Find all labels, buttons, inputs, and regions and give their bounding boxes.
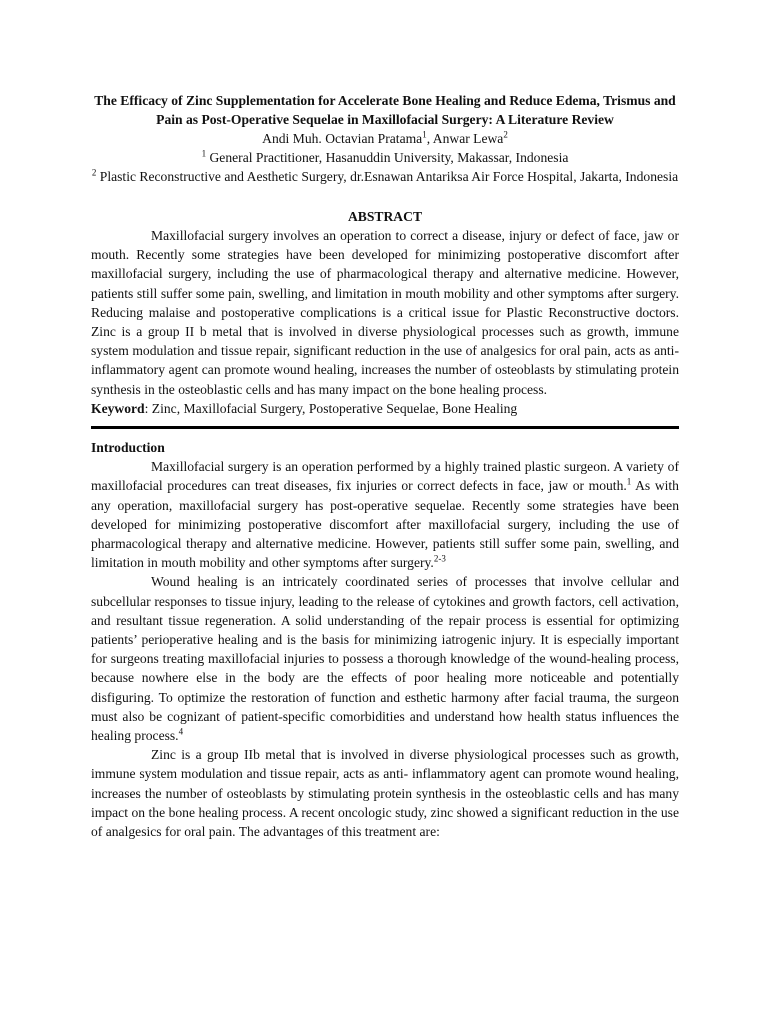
affiliation-2-text: Plastic Reconstructive and Aesthetic Surgery, dr.Esnawan Antariksa Air Force Hospital, Jakarta, Indonesia <box>96 169 679 184</box>
keywords-line <box>91 399 679 418</box>
intro-paragraph-2 <box>91 572 679 745</box>
section-divider <box>91 426 679 429</box>
intro-paragraph-3: Zinc is a group IIb metal that is involved in diverse physiological processes such as growth, immune system modulation and tissue repair, acts as anti- inflammatory agent can promote wound healing, increases the number of osteoblasts by stimulating protein synthesis in the osteoblastic cells and has many impact on the bone healing process. A recent oncologic study, zinc showed a significant reduction in the use of analgesics for oral pain. The advantages of this treatment are: <box>91 747 679 840</box>
intro-p1-part-b: As with any operation, maxillofacial surgery has post-operative sequelae. Recently some strategies have been developed for minimizing postoperative discomfort after maxillofacial surgery, including the use of pharmacological therapy and alternative medicine. However, patients still suffer some pain, swelling, and limitation in mouth mobility and other symptoms after surgery. <box>91 478 679 571</box>
affiliation-2-sup: 2 <box>91 167 97 178</box>
affiliation-2 <box>91 167 679 186</box>
intro-p2-text: Wound healing is an intricately coordinated series of processes that involve cellular and subcellular responses to tissue injury, leading to the release of cytokines and growth factors, cell activation, and resultant tissue regeneration. A solid understanding of the repair process is essential for optimizing patients’ perioperative healing and is the basis for minimizing iatrogenic injury. It is especially important for surgeons treating maxillofacial injuries to possess a thorough knowledge of the wound-healing process, because nowhere else in the body are the effects of poor healing more noticeable and potentially disfiguring. To optimize the restoration of function and esthetic harmony after facial trauma, the surgeon must also be cognizant of patient-specific comorbidities and understand how health status influences the healing process. <box>91 574 679 744</box>
authors-line <box>91 129 679 148</box>
keyword-label: Keyword <box>91 400 145 416</box>
citation-4: 4 <box>178 726 184 737</box>
author-1: Andi Muh. Octavian Pratama <box>262 131 423 146</box>
author-1-sup: 1 <box>422 129 427 140</box>
introduction-heading: Introduction <box>91 440 165 456</box>
citation-2-3: 2-3 <box>433 553 446 564</box>
affiliation-1 <box>91 148 679 167</box>
abstract-body: Maxillofacial surgery involves an operation to correct a disease, injury or defect of face, jaw or mouth. Recently some strategies have been developed for minimizing postoperative discomfort after maxillofacial surgery, including the use of pharmacological therapy and alternative medicine. However, patients still suffer some pain, swelling, and limitation in mouth mobility and other symptoms after surgery. Reducing malaise and postoperative complications is a critical issue for Plastic Reconstructive doctors. Zinc is a group II b metal that is involved in diverse physiological processes such as growth, immune system modulation and tissue repair, significant reduction in the use of analgesics for oral pain, acts as anti- inflammatory agent can promote wound healing, increases the number of osteoblasts by stimulating protein synthesis in the osteoblastic cells and has many impact on the bone healing process. <box>91 228 679 397</box>
affiliation-1-sup: 1 <box>201 148 207 159</box>
abstract-heading: ABSTRACT <box>347 209 423 224</box>
paper-title: The Efficacy of Zinc Supplementation for Accelerate Bone Healing and Reduce Edema, Trismus and Pain as Post-Operative Sequelae in Maxillofacial Surgery: A Literature Review <box>94 93 676 127</box>
intro-paragraph-1 <box>91 457 679 572</box>
paper-content <box>91 92 679 841</box>
affiliation-1-text: General Practitioner, Hasanuddin University, Makassar, Indonesia <box>206 150 569 165</box>
author-2: Anwar Lewa <box>432 131 504 146</box>
citation-1: 1 <box>626 476 632 487</box>
keyword-text: : Zinc, Maxillofacial Surgery, Postoperative Sequelae, Bone Healing <box>144 400 518 416</box>
intro-p1-part-a: Maxillofacial surgery is an operation performed by a highly trained plastic surgeon. A variety of maxillofacial procedures can treat diseases, fix injuries or correct defects in face, jaw or mouth. <box>91 459 679 494</box>
author-separator: , <box>426 131 433 146</box>
author-2-sup: 2 <box>503 129 508 140</box>
